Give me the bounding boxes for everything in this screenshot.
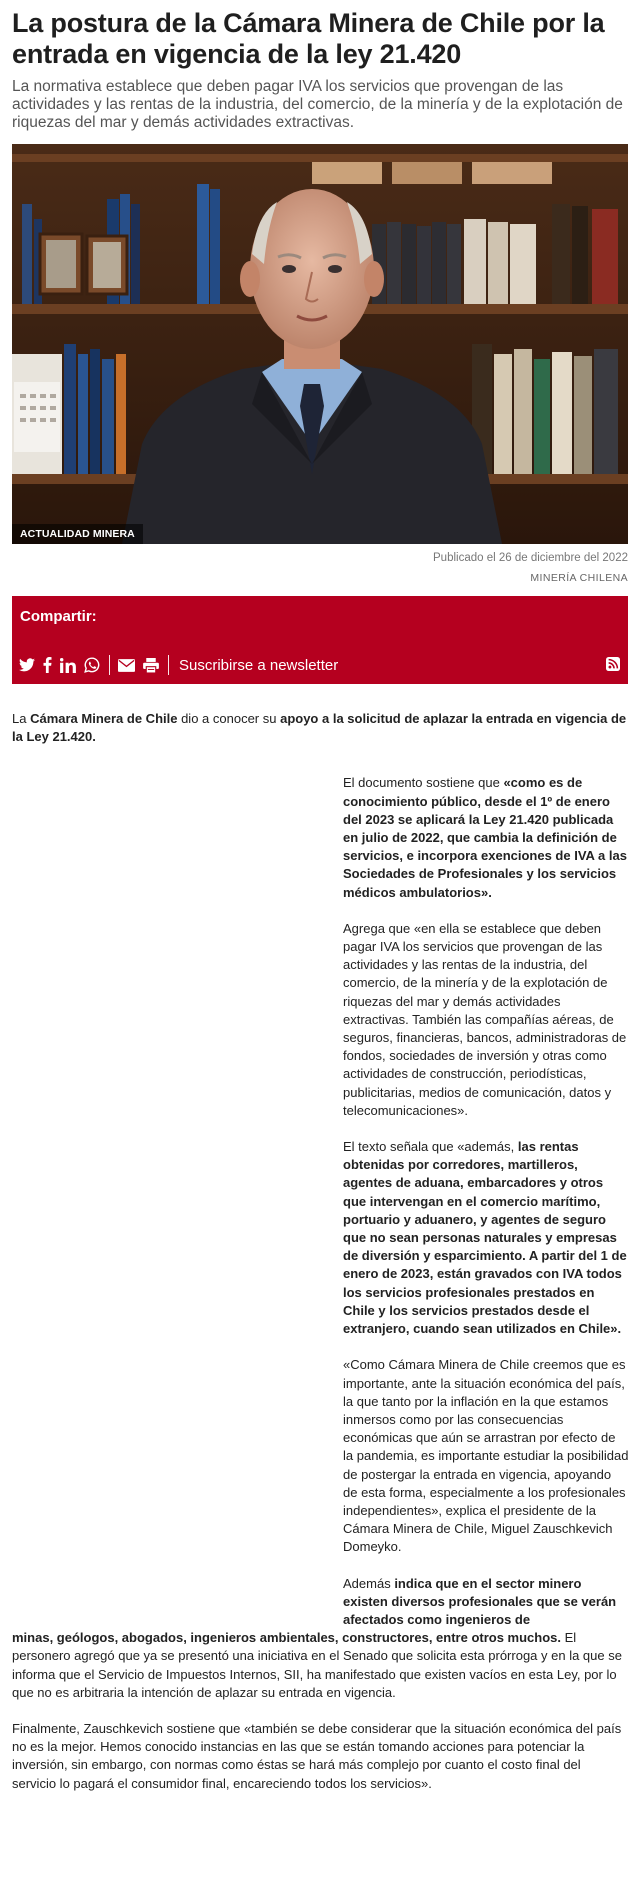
paragraph-1: El documento sostiene que «como es de conocimiento público, desde el 1º de enero del 2023 se aplicará la Ley 21.420 publicada en julio de 2022, que cambia la definición de servicios, e incorpora exenciones de IVA a las Sociedades de Profesionales y los servicios médicos ambulatorios». <box>343 775 627 900</box>
print-icon[interactable] <box>143 656 159 674</box>
article-headline: La postura de la Cámara Minera de Chile por la entrada en vigencia de la ley 21.420 <box>12 8 605 69</box>
share-bar <box>12 596 628 684</box>
photo-caption: ACTUALIDAD MINERA <box>12 524 143 544</box>
facebook-icon[interactable] <box>43 656 52 674</box>
rss-icon[interactable] <box>606 657 620 676</box>
paragraph-4: «Como Cámara Minera de Chile creemos que es importante, ante la situación económica del país, la que tanto por la inflación en la que estamos inmersos como por las consecuencias económicas que aún se arrastran por efecto de la pandemia, es importante estudiar la posibilidad de postergar la entrada en vigencia, apoyando de esta forma, especialmente a los profesionales independientes», explica el presidente de la Cámara Minera de Chile, Miguel Zauschkevich Domeyko. <box>343 1357 629 1555</box>
linkedin-icon[interactable] <box>60 656 76 674</box>
portrait-illustration <box>12 144 628 544</box>
share-divider <box>109 655 110 675</box>
paragraph-5-continued: minas, geólogos, abogados, ingenieros ambientales, constructores, entre otros muchos. El personero agregó que ya se presentó una iniciativa en el Senado que solicita esta prórroga y en la que se informa que el Servicio de Impuestos Internos, SII, ha manifestado que existen vacíos en esta Ley, por lo que no es arbitraria la intención de aplazar su entrada en vigencia. <box>12 1630 622 1700</box>
newsletter-link[interactable]: Suscribirse a newsletter <box>179 656 339 674</box>
paragraph-6: Finalmente, Zauschkevich sostiene que «también se debe considerar que la situación económica del país no es la mejor. Hemos conocido instancias en las que se están tomando acciones para potenciar la inversión, sin embargo, con normas como éstas se hará más complejo por cuanto el costo final del servicio lo pagará el consumidor final, encareciendo todos los servicios». <box>12 1720 622 1791</box>
paragraph-5-start: Además indica que en el sector minero existen diversos profesionales que se verán afectados como ingenieros de <box>343 1575 617 1627</box>
article-photo <box>12 144 628 544</box>
whatsapp-icon[interactable] <box>84 656 100 674</box>
lead-paragraph: La Cámara Minera de Chile dio a conocer su apoyo a la solicitud de aplazar la entrada en vigencia de la Ley 21.420. <box>12 711 627 745</box>
share-icons <box>19 654 338 676</box>
article-source[interactable]: MINERÍA CHILENA <box>530 572 628 584</box>
share-title: Compartir: <box>20 608 97 625</box>
twitter-icon[interactable] <box>19 656 35 674</box>
paragraph-2: Agrega que «en ella se establece que deben pagar IVA los servicios que provengan de las actividades y las rentas de la industria, del comercio, de la minería y de la explotación de riquezas del mar y demás actividades extractivas. También las compañías aéreas, de seguros, financieras, bancos, administradoras de fondos, sociedades de inversión y otras como actividades de construcción, periodísticas, publicitarias, medios de comunicación, datos y telecomunicaciones». <box>343 920 627 1118</box>
publish-date: Publicado el 26 de diciembre del 2022 <box>433 552 628 564</box>
email-icon[interactable] <box>118 656 135 674</box>
share-divider <box>168 655 169 675</box>
article-subtitle: La normativa establece que deben pagar IVA los servicios que provengan de las actividades y las rentas de la industria, del comercio, de la minería y de la explotación de riquezas del mar y demás actividades extractivas. <box>12 78 623 131</box>
article-column <box>343 774 629 1629</box>
paragraph-3: El texto señala que «además, las rentas obtenidas por corredores, martilleros, agentes de aduana, embarcadores y otros que intervengan en el comercio marítimo, portuario y aduanero, y agentes de seguro que no sean personas naturales y empresas de diversión y esparcimiento. A partir del 1 de enero de 2023, están gravados con IVA todos los servicios profesionales prestados en Chile y los servicios prestados desde el extranjero, cuando sean utilizados en Chile». <box>343 1139 627 1337</box>
